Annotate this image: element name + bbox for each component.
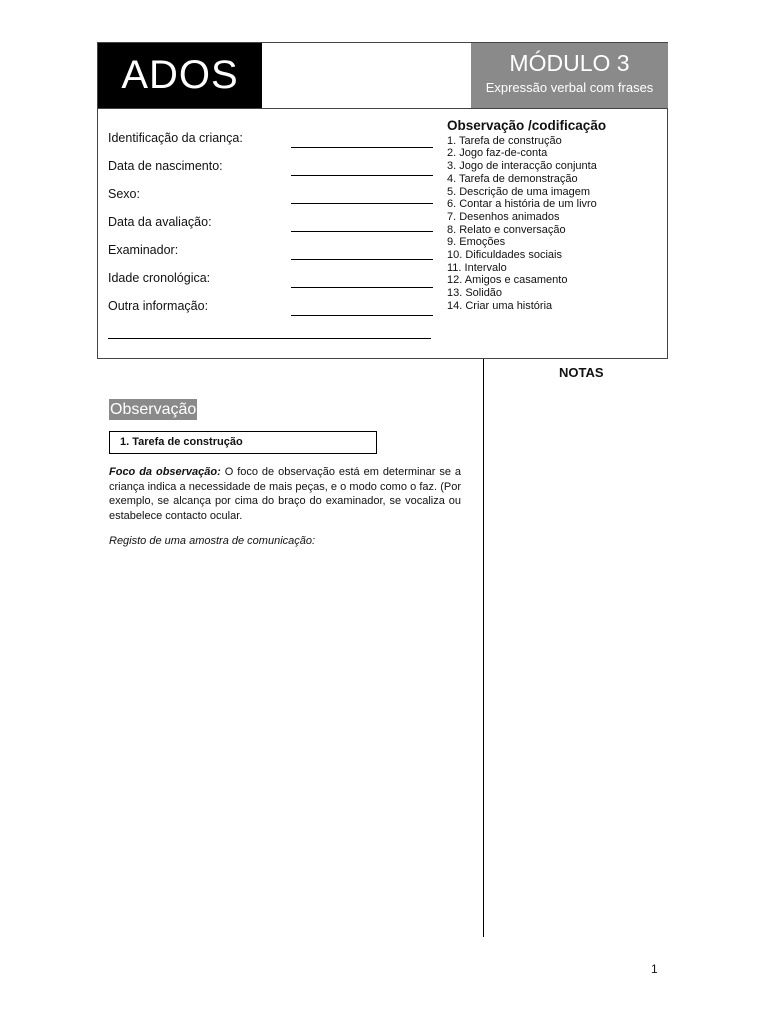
focus-lead: Foco da observação: [109, 466, 221, 478]
field-label: Data da avaliação: [108, 215, 212, 229]
observation-item: 3. Jogo de interacção conjunta [447, 160, 597, 173]
field-label: Examinador: [108, 243, 179, 257]
field-label: Identificação da criança: [108, 131, 243, 145]
observation-item: 6. Contar a história de um livro [447, 198, 597, 211]
field-line[interactable] [291, 259, 433, 260]
other-info-extra-line[interactable] [108, 338, 431, 339]
observation-item: 2. Jogo faz-de-conta [447, 147, 548, 160]
ados-logo: ADOS [98, 43, 262, 108]
field-line[interactable] [291, 175, 433, 176]
module-subtitle: Expressão verbal com frases [485, 80, 654, 95]
module-banner [471, 43, 668, 108]
observation-list [447, 120, 606, 313]
field-child-id [108, 131, 438, 145]
observation-list-title: Observação /codificação [447, 118, 607, 133]
page-number: 1 [651, 962, 658, 976]
module-title: MÓDULO 3 [509, 50, 630, 76]
header-box [97, 42, 668, 359]
field-line[interactable] [291, 315, 433, 316]
task-label-box: 1. Tarefa de construção [109, 431, 377, 454]
field-label: Sexo: [108, 187, 140, 201]
header-divider [98, 108, 667, 109]
field-line[interactable] [291, 231, 433, 232]
observation-item: 13. Solidão [447, 287, 503, 300]
observation-item: 8. Relato e conversação [447, 223, 566, 236]
observation-item: 7. Desenhos animados [447, 210, 560, 223]
field-label: Outra informação: [108, 299, 209, 313]
observation-focus-paragraph [109, 465, 461, 523]
section-title: Observação [110, 401, 197, 418]
field-label: Idade cronológica: [108, 271, 211, 285]
observation-item: 11. Intervalo [447, 261, 507, 274]
communication-sample-label: Registo de uma amostra de comunicação: [109, 535, 316, 547]
field-other-info [108, 299, 438, 313]
observation-item: 9. Emoções [447, 236, 506, 249]
observation-item: 10. Dificuldades sociais [447, 249, 562, 262]
observation-item: 4. Tarefa de demonstração [447, 172, 578, 185]
observation-item: 14. Criar uma história [447, 299, 553, 312]
notes-label: NOTAS [559, 365, 604, 380]
observation-item: 1. Tarefa de construção [447, 134, 562, 147]
field-label: Data de nascimento: [108, 159, 223, 173]
observation-item: 5. Descrição de uma imagem [447, 185, 591, 198]
observation-item: 12. Amigos e casamento [447, 274, 568, 287]
notes-column-divider [483, 359, 484, 937]
field-line[interactable] [291, 287, 433, 288]
field-sex [108, 187, 438, 201]
field-chronological-age [108, 271, 438, 285]
field-birth-date [108, 159, 438, 173]
focus-text: O foco de observação está em determinar se a criança indica a necessidade de mais peças, e o modo como o faz. (Por exemplo, se alcança por cima do braço do examinador, se vocaliza ou estabelece contacto ocular. [109, 466, 461, 522]
field-line[interactable] [291, 147, 433, 148]
field-assessment-date [108, 215, 438, 229]
field-line[interactable] [291, 203, 433, 204]
field-examiner [108, 243, 438, 257]
